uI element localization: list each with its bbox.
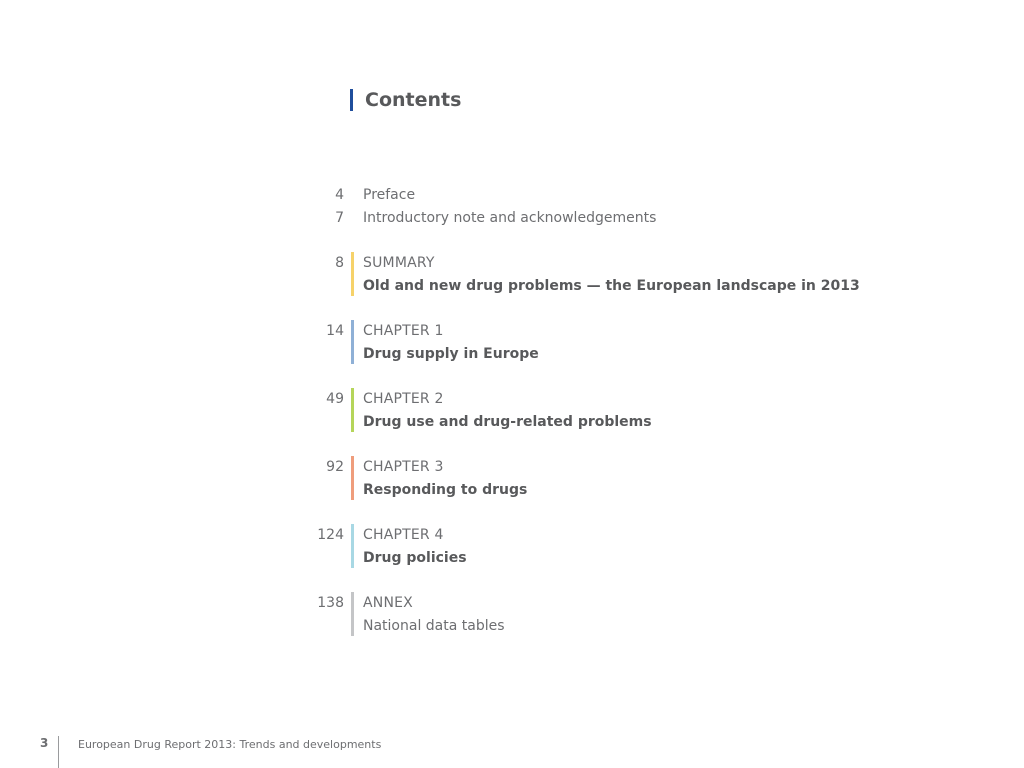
footer-divider [58, 736, 59, 768]
section-label: CHAPTER 2 [363, 391, 444, 407]
section-title: National data tables [363, 618, 505, 634]
section-title: Drug use and drug-related problems [363, 414, 652, 430]
toc-page-number: 14 [326, 323, 344, 339]
section-color-bar [351, 320, 354, 364]
toc-entry-preface[interactable] [300, 184, 860, 206]
toc-section-chapter-3[interactable] [300, 456, 860, 502]
toc-page-number: 4 [335, 187, 344, 203]
toc-section-chapter-4[interactable] [300, 524, 860, 570]
toc-page-number: 49 [326, 391, 344, 407]
section-title: Responding to drugs [363, 482, 528, 498]
toc-entry-title: Preface [363, 187, 416, 203]
toc-section-chapter-2[interactable] [300, 388, 860, 434]
section-label: CHAPTER 4 [363, 527, 444, 543]
section-color-bar [351, 388, 354, 432]
toc-section-chapter-1[interactable] [300, 320, 860, 366]
footer-report-title: European Drug Report 2013: Trends and developments [78, 738, 382, 751]
footer-page-number: 3 [40, 736, 49, 750]
section-label: ANNEX [363, 595, 413, 611]
toc-page-number: 138 [317, 595, 344, 611]
section-color-bar [351, 592, 354, 636]
section-title: Old and new drug problems — the European landscape in 2013 [363, 278, 860, 294]
toc-page-number: 7 [335, 210, 344, 226]
toc-section-annex[interactable] [300, 592, 860, 638]
section-title: Drug supply in Europe [363, 346, 539, 362]
toc-page-number: 92 [326, 459, 344, 475]
section-color-bar [351, 456, 354, 500]
section-title: Drug policies [363, 550, 467, 566]
section-label: CHAPTER 1 [363, 323, 444, 339]
toc-page-number: 124 [317, 527, 344, 543]
page-title: Contents [365, 89, 462, 111]
toc-page-number: 8 [335, 255, 344, 271]
section-color-bar [351, 524, 354, 568]
toc-entry-title: Introductory note and acknowledgements [363, 210, 657, 226]
toc-section-summary[interactable] [300, 252, 860, 298]
heading-accent-bar [350, 89, 353, 111]
toc-entry-introductory-note[interactable] [300, 207, 860, 229]
section-label: CHAPTER 3 [363, 459, 444, 475]
section-label: SUMMARY [363, 255, 435, 271]
section-color-bar [351, 252, 354, 296]
